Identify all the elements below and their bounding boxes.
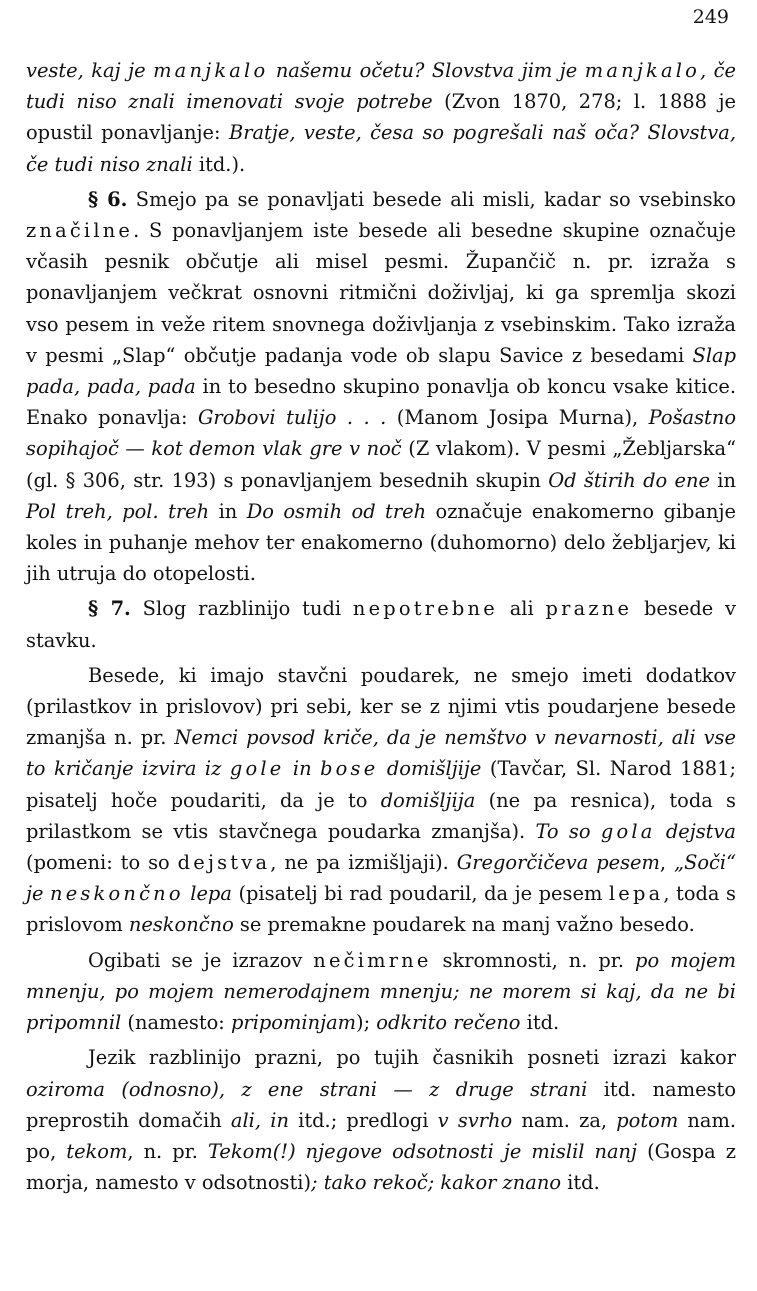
text-run: (Manom Josipa Murna),	[386, 406, 649, 430]
text-run: (pomeni: to so	[26, 851, 178, 875]
text-run: prazne	[545, 597, 633, 621]
text-run: ,	[659, 851, 675, 875]
text-run: Slap pada, pada, pada	[26, 343, 736, 399]
text-run: ali, in	[230, 1108, 289, 1132]
paragraph-modesty	[26, 945, 736, 1039]
text-run: nam. za,	[512, 1108, 617, 1132]
text-run: dejstva	[655, 819, 736, 843]
text-run: se premakne poudarek na manj važno besedo.	[233, 913, 695, 937]
text-run: našemu očetu?	[268, 59, 432, 82]
text-run: gole	[229, 757, 285, 781]
text-run: nepotrebne	[352, 597, 498, 621]
text-run: Pošastno sopihajoč — kot demon vlak gre v noč	[26, 406, 736, 461]
text-run: Smejo pa se ponavljati besede ali misli, kadar so vsebinsko	[127, 187, 736, 211]
paragraph-section-6	[26, 184, 736, 590]
text-run: (Z vlakom). V pesmi „Žebljarska“ (gl. § 306, str. 193) s ponavljanjem besednih skupin	[26, 437, 736, 492]
text-run: odkrito rečeno	[376, 1011, 521, 1035]
text-run: domišljija	[380, 788, 476, 812]
text-run: v svrho	[437, 1108, 513, 1132]
paragraph-section-7	[26, 593, 736, 655]
text-run: neskončno	[50, 882, 184, 906]
text-run: , n. pr.	[127, 1139, 208, 1163]
text-run: (Zvon 1870, 278; l. 1888 je opustil ponavljanje:	[26, 90, 736, 145]
text-run: Nemci povsod kriče, da je nemštvo v nevarnosti, ali vse to kričanje izvira iz	[26, 726, 736, 781]
text-run: in	[209, 499, 247, 523]
text-run: nečimrne	[313, 948, 432, 972]
paragraph-stress	[26, 660, 736, 941]
text-run: Slog razblinijo tudi	[130, 597, 353, 621]
text-run: lepa	[183, 882, 232, 906]
text-run: § 7.	[88, 597, 131, 621]
text-run: , ne pa izmišljaji).	[270, 851, 457, 875]
text-run: itd.; predlogi	[288, 1108, 438, 1132]
text-run: nam. po,	[26, 1108, 737, 1163]
text-run: itd.	[561, 1171, 600, 1195]
text-run: Grobovi tulijo . . .	[197, 406, 387, 430]
text-run: (namesto:	[121, 1011, 232, 1035]
text-run: Do osmih od treh	[246, 499, 427, 523]
text-run: (Gospa z morja, namesto v odsotnosti)	[26, 1139, 736, 1195]
text-run: (Tavčar, Sl. Narod 1881; pisatelj hoče poudariti, da je to	[26, 757, 736, 812]
text-run: Bratje, veste, česa so pogrešali naš oča? Slovstva, če tudi niso znali	[26, 121, 736, 176]
text-run: Ogibati se je izrazov	[88, 948, 314, 972]
text-run: ; tako rekoč; kakor znano	[311, 1171, 561, 1195]
text-run: . S ponavljanjem iste besede ali besedne skupine označuje včasih pesnik občutje ali misel pesmi. Župančič n. pr. izraža s ponavljanjem večkrat osnovni ritmični doživljaj, ki ga spremlja skozi vso pesem in veže ritem snovnega doživljanja z vsebinskim. Tako izraža v pesmi „Slap“ občutje padanja vode ob slapu Savice z besedami	[26, 219, 736, 367]
text-run: manjkalo	[584, 59, 701, 82]
text-run: manjkalo	[153, 59, 269, 82]
text-run: (ne pa resnica), toda s prilastkom se vtis stavčnega poudarka zmanjša).	[26, 788, 736, 843]
text-run: (pisatelj bi rad poudaril, da je pesem	[231, 882, 609, 906]
text-run: in	[709, 468, 736, 492]
text-run: tekom	[66, 1139, 128, 1163]
text-run: oziroma (odnosno), z ene strani — z druge strani	[26, 1077, 588, 1101]
text-run: Slovstva jim je	[431, 59, 585, 82]
text-run: Jezik razblinijo prazni, po tujih časnikih posneti izrazi kakor	[88, 1046, 736, 1070]
text-run: potom	[616, 1108, 679, 1132]
text-run: po mojem mnenju, po mojem nemerodajnem mnenju; ne morem si kaj, da ne bi pripomnil	[26, 948, 737, 1035]
text-run: „Soči“ je	[26, 851, 737, 906]
text-run: pripominjam	[231, 1011, 357, 1035]
text-run: označuje enakomerno gibanje koles in puhanje mehov ter enakomerno (duhomorno) delo žebljarjev, ki jih utruja do otopelosti.	[26, 499, 737, 586]
text-run: gola	[600, 819, 656, 843]
text-run: To so	[535, 819, 601, 843]
page-number: 249	[692, 6, 729, 28]
text-run: , toda s prislovom	[26, 882, 736, 937]
text-run: , če tudi niso znali imenovati svoje potrebe	[26, 59, 737, 114]
text-run: domišljije	[378, 757, 482, 781]
text-run: Pol treh, pol. treh	[26, 499, 210, 523]
paragraph-1	[26, 55, 736, 180]
text-run: Tekom(!) njegove odsotnosti je mislil nanj	[208, 1139, 638, 1163]
text-run: itd.).	[192, 152, 246, 176]
text-run: );	[356, 1011, 377, 1035]
text-run: Gregorčičeva pesem	[456, 851, 660, 875]
text-run: dejstva	[177, 851, 271, 875]
text-run: in	[284, 757, 321, 781]
text-run: neskončno	[128, 913, 234, 937]
text-run: itd. namesto preprostih domačih	[26, 1077, 736, 1132]
text-run: besede v stavku.	[26, 597, 736, 652]
paragraph-empty-phrases	[26, 1042, 736, 1198]
text-run: veste, kaj je	[26, 59, 154, 82]
text-run: značilne	[26, 219, 134, 243]
text-run: bose	[320, 757, 379, 781]
text-run: skromnosti, n. pr.	[431, 948, 636, 972]
text-run: itd.	[520, 1011, 560, 1035]
body-text	[26, 55, 736, 1198]
text-run: Od štirih do ene	[548, 468, 710, 492]
text-run: ali	[497, 597, 546, 621]
text-run: in to besedno skupino ponavlja ob koncu vsake kitice. Enako ponavlja:	[26, 375, 736, 430]
text-run: Besede, ki imajo stavčni poudarek, ne smejo imeti dodatkov (prilastkov in prislovov) pri sebi, ker se z njimi vtis poudarjene besede zmanjša n. pr.	[26, 663, 736, 750]
text-run: lepa	[608, 882, 664, 906]
text-run: § 6.	[88, 187, 128, 211]
